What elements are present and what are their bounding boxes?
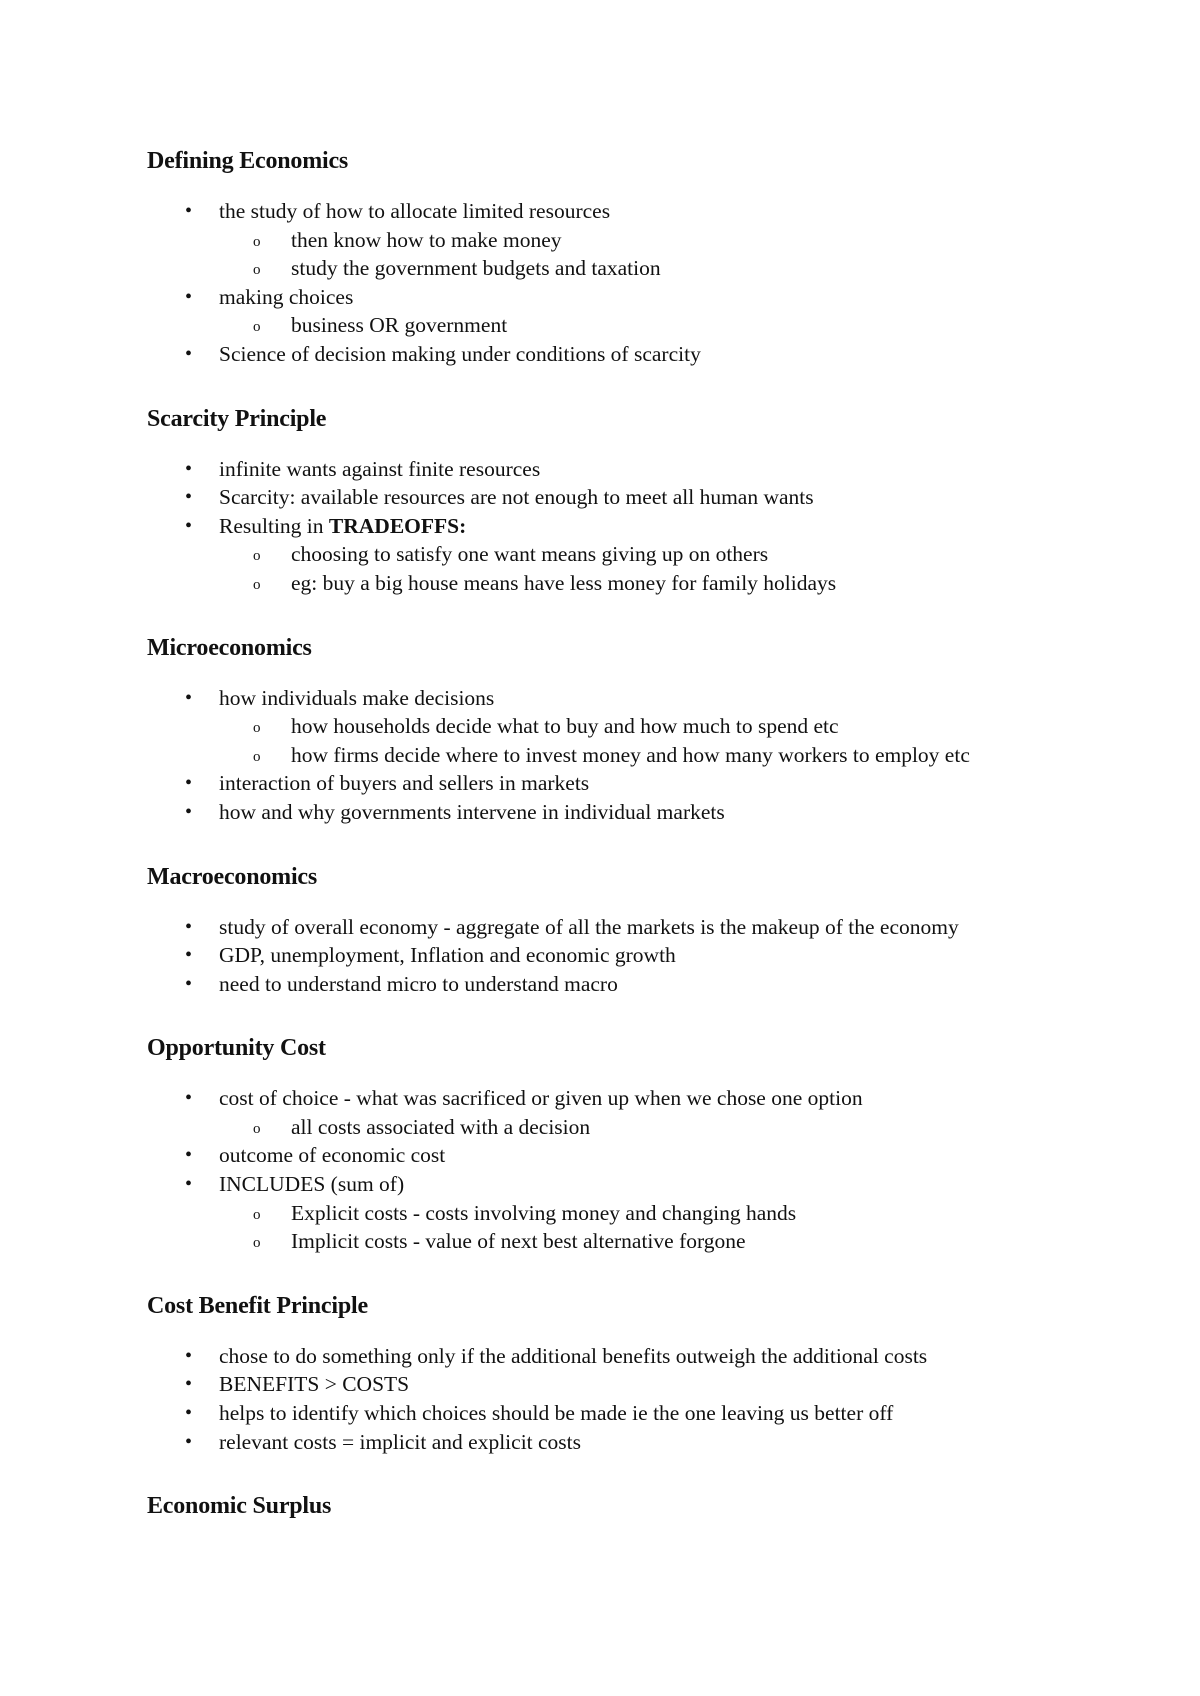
list-item [147,1428,1147,1457]
list-item [147,283,1147,340]
section-cost-benefit-principle [147,1285,1147,1456]
bullet-icon: • [185,1087,193,1110]
document-page [147,140,1147,1528]
sub-list-item [219,741,1147,770]
item-text: Resulting in [219,513,329,538]
item-text: how and why governments intervene in individual markets [219,799,725,824]
sub-list-item [219,540,1147,569]
list-item [147,455,1147,484]
circle-bullet-icon: o [253,233,261,250]
bullet-icon: • [185,457,193,480]
bullet-icon: • [185,1402,193,1425]
section-defining-economics [147,140,1147,369]
sub-list-item [219,712,1147,741]
bullet-icon: • [185,915,193,938]
item-text: Science of decision making under conditions of scarcity [219,341,701,366]
section-heading: Microeconomics [147,634,312,661]
section-microeconomics [147,627,1147,827]
item-text: chose to do something only if the additional benefits outweigh the additional costs [219,1343,928,1368]
list-item [147,769,1147,798]
circle-bullet-icon: o [253,576,261,593]
sub-list-item [219,1113,1147,1142]
section-heading: Defining Economics [147,148,349,174]
section-heading: Macroeconomics [147,863,318,890]
item-text: interaction of buyers and sellers in markets [219,771,590,796]
list-item [147,684,1147,770]
section-economic-surplus [147,1485,1147,1528]
circle-bullet-icon: o [253,748,261,765]
bullet-icon: • [185,342,193,365]
bullet-icon: • [185,1344,193,1367]
item-text: relevant costs = implicit and explicit costs [219,1429,582,1454]
bullet-icon: • [185,285,193,308]
section-heading: Opportunity Cost [147,1035,326,1062]
section-heading: Economic Surplus [147,1493,332,1520]
item-text: study of overall economy - aggregate of all the markets is the makeup of the economy [219,914,959,939]
section-macroeconomics [147,856,1147,999]
bullet-list [147,197,1147,369]
sub-list [219,540,1147,597]
sub-list-item [219,569,1147,598]
item-text: outcome of economic cost [219,1143,446,1168]
sub-item-text: choosing to satisfy one want means giving up on others [291,542,769,567]
circle-bullet-icon: o [253,319,261,336]
sub-list-item [219,311,1147,340]
sub-item-text: how firms decide where to invest money and how many workers to employ etc [291,742,970,767]
list-item [147,483,1147,512]
list-item [147,197,1147,283]
section-opportunity-cost [147,1027,1147,1256]
sub-list [219,712,1147,769]
sub-list [219,1199,1147,1256]
circle-bullet-icon: o [253,1206,261,1223]
item-text: cost of choice - what was sacrificed or given up when we chose one option [219,1086,863,1111]
sub-list [219,311,1147,340]
list-item [147,1370,1147,1399]
circle-bullet-icon: o [253,1120,261,1137]
bullet-icon: • [185,1430,193,1453]
sub-list [219,1113,1147,1142]
item-text: BENEFITS > COSTS [219,1372,410,1397]
sub-list-item [219,254,1147,283]
item-text: infinite wants against finite resources [219,456,541,481]
item-text: the study of how to allocate limited resources [219,199,611,223]
bullet-icon: • [185,514,193,537]
sub-list-item [219,1199,1147,1228]
list-item [147,512,1147,598]
list-item [147,970,1147,999]
circle-bullet-icon: o [253,262,261,279]
list-item [147,1399,1147,1428]
sub-item-text: Explicit costs - costs involving money and changing hands [291,1200,797,1225]
section-scarcity-principle [147,398,1147,598]
circle-bullet-icon: o [253,720,261,737]
sub-item-text: business OR government [291,313,508,338]
sub-item-text: study the government budgets and taxation [291,256,661,281]
bullet-icon: • [185,772,193,795]
list-item [147,1342,1147,1371]
list-item [147,913,1147,942]
bullet-icon: • [185,1373,193,1396]
bullet-list [147,1342,1147,1456]
circle-bullet-icon: o [253,1235,261,1252]
circle-bullet-icon: o [253,548,261,565]
item-text: Scarcity: available resources are not enough to meet all human wants [219,485,814,510]
item-text: how individuals make decisions [219,685,495,710]
bullet-icon: • [185,486,193,509]
sub-item-text: how households decide what to buy and how much to spend etc [291,714,839,739]
sub-list-item [219,226,1147,255]
bullet-icon: • [185,200,193,222]
sub-item-text: eg: buy a big house means have less money for family holidays [291,570,837,595]
bullet-icon: • [185,944,193,967]
section-heading: Scarcity Principle [147,405,327,432]
list-item [147,1084,1147,1141]
item-text: need to understand micro to understand macro [219,971,618,996]
list-item [147,1170,1147,1256]
bullet-icon: • [185,972,193,995]
list-item [147,340,1147,369]
bullet-icon: • [185,1173,193,1196]
bullet-list [147,1084,1147,1256]
bullet-list [147,684,1147,827]
section-heading: Cost Benefit Principle [147,1292,368,1319]
sub-item-text: Implicit costs - value of next best alternative forgone [291,1229,746,1254]
sub-list [219,226,1147,283]
item-text: INCLUDES (sum of) [219,1172,405,1197]
list-item [147,941,1147,970]
bullet-icon: • [185,1144,193,1167]
bullet-icon: • [185,800,193,823]
item-text: helps to identify which choices should be made ie the one leaving us better off [219,1401,894,1426]
sub-item-text: all costs associated with a decision [291,1114,591,1139]
bullet-list [147,455,1147,598]
list-item [147,798,1147,827]
item-text: making choices [219,284,354,309]
sub-item-text: then know how to make money [291,227,562,252]
bullet-list [147,913,1147,999]
item-bold-text: TRADEOFFS: [328,513,467,538]
item-text: GDP, unemployment, Inflation and economic growth [219,943,676,968]
bullet-icon: • [185,686,193,709]
sub-list-item [219,1227,1147,1256]
list-item [147,1141,1147,1170]
